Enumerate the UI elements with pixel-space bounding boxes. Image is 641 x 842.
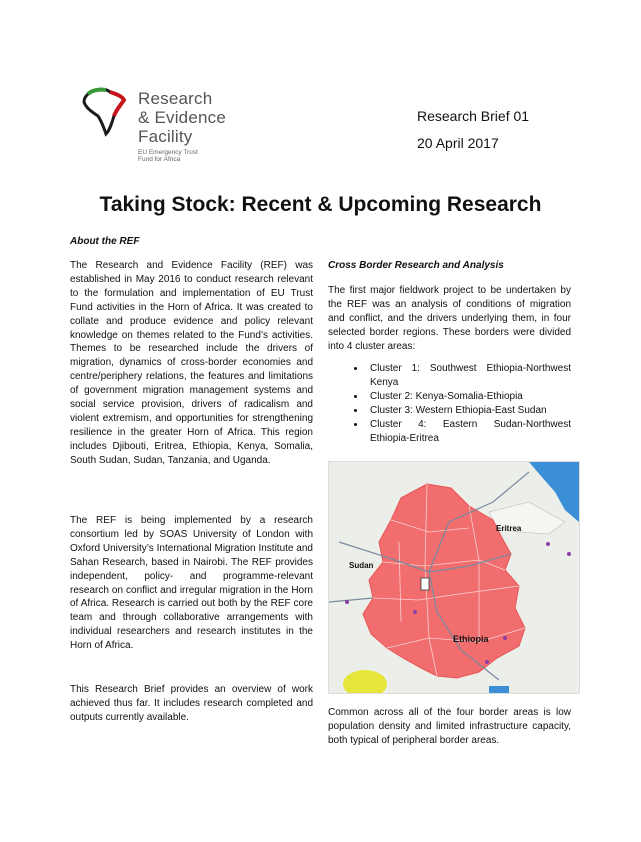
brief-date: 20 April 2017 [417, 135, 499, 151]
cluster-item-4: • Cluster 4: Eastern Sudan-Northwest Ethiopia-Eritrea [366, 418, 571, 446]
logo-text-line1: Research [138, 89, 213, 108]
about-heading: About the REF [70, 236, 140, 247]
ref-logo [76, 82, 248, 172]
logo-text-line2: & Evidence [138, 108, 226, 127]
africa-logo-icon [80, 86, 128, 138]
map-graphic [329, 462, 579, 693]
cluster-item-1: • Cluster 1: Southwest Ethiopia-Northwest Kenya [366, 362, 571, 390]
region-map [328, 461, 580, 694]
map-label-ethiopia: Ethiopia [453, 634, 489, 644]
logo-sub2: Fund for Africa [138, 156, 181, 163]
cluster-item-2: • Cluster 2: Kenya-Somalia-Ethiopia [366, 390, 571, 404]
cross-border-paragraph-2: Common across all of the four border areas is low population density and limited infrastructure capacity, both typical of peripheral border areas. [328, 707, 571, 746]
logo-sub1: EU Emergency Trust [138, 149, 198, 156]
cross-border-paragraph-1: The first major fieldwork project to be undertaken by the REF was an analysis of conditions of migration and conflict, and the drivers underlying them, in four selected border regions. These borders were divided into 4 cluster areas: [328, 285, 571, 352]
cross-border-heading: Cross Border Research and Analysis [328, 260, 504, 271]
map-label-sudan: Sudan [349, 561, 374, 570]
page-title: Taking Stock: Recent & Upcoming Research [99, 193, 542, 216]
cluster-list [348, 362, 571, 446]
about-paragraph-3: This Research Brief provides an overview of work achieved thus far. It includes research completed and outputs currently available. [70, 684, 313, 723]
about-paragraph-2: The REF is being implemented by a research consortium led by SOAS University of London with Oxford University’s International Migration Institute and Sahan Research, based in Nairobi. The REF provides independent, policy- and programme-relevant research on conflict and irregular migration in the Horn of Africa. Research is carried out both by the REF core team and through collaborative arrangements with individual researchers and research institutes in the Horn of Africa. [70, 515, 313, 652]
cluster-item-3: • Cluster 3: Western Ethiopia-East Sudan [366, 404, 571, 418]
map-label-eritrea: Eritrea [496, 524, 522, 533]
logo-text-line3: Facility [138, 127, 193, 146]
about-paragraph-1: The Research and Evidence Facility (REF) was established in May 2016 to conduct research relevant to the formulation and implementation of EU Trust Fund activities in the Horn of Africa. It was created to collate and produce evidence and policy relevant knowledge on themes related to the Fund’s activities. Themes to be researched include the drivers of migration, dynamics of cross-border economies and centre/periphery relations, the features and limitations of government migration management systems and social service provision, drivers of radicalism and violent extremism, and opportunities for strengthening resilience in the greater Horn of Africa. This region includes Djibouti, Eritrea, Ethiopia, Kenya, Somalia, South Sudan, Sudan, Tanzania, and Uganda. [70, 260, 313, 466]
brief-number: Research Brief 01 [417, 108, 530, 124]
